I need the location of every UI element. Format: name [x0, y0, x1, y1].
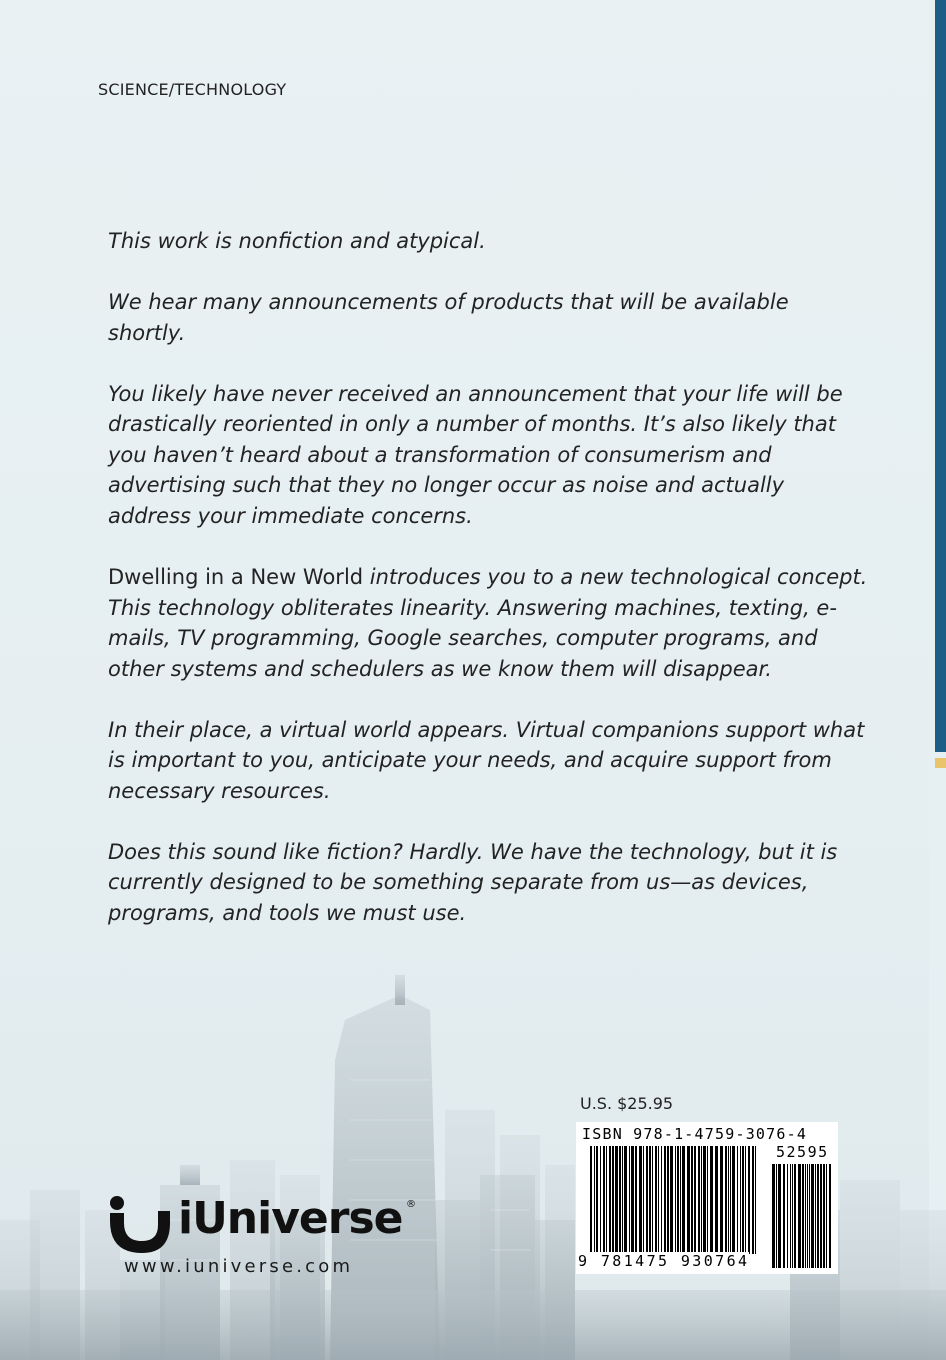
blurb: [108, 226, 868, 959]
blurb-paragraph-4: [108, 562, 868, 684]
publisher-logo-text: iUniverse: [178, 1193, 403, 1244]
book-title-mention: Dwelling in a New World: [108, 564, 364, 589]
ean-digits: 9 781475 930764: [578, 1252, 750, 1270]
blurb-paragraph-2: We hear many announcements of products that will be available shortly.: [108, 289, 789, 345]
spine-gold-mark: [935, 758, 946, 768]
price-label: U.S. $25.95: [580, 1094, 674, 1113]
isbn-barcode: [576, 1122, 838, 1274]
spine-accent-bar: [935, 0, 946, 752]
publisher-url: www.iuniverse.com: [124, 1256, 354, 1277]
iuniverse-logo-icon: [106, 1193, 176, 1257]
isbn-number: ISBN 978-1-4759-3076-4: [582, 1125, 808, 1143]
blurb-paragraph-3: You likely have never received an announcement that your life will be drastically reoriented in only a number of months. It’s also likely that you haven’t heard about a transformation of consumerism and advertising such that they no longer occur as noise and actually address your immediate concerns.: [108, 381, 843, 528]
isbn-addon-digits: 52595: [776, 1143, 829, 1161]
blurb-paragraph-5: In their place, a virtual world appears. Virtual companions support what is important to you, anticipate your needs, and acquire support from necessary resources.: [108, 717, 865, 803]
blurb-paragraph-1: This work is nonfiction and atypical.: [108, 229, 486, 253]
blurb-paragraph-4-rest: introduces you to a new technological concept. This technology obliterates linearity. Answering machines, texting, e-mails, TV programming, Google searches, computer programs, and other systems and schedulers as we know them will disappear.: [108, 564, 868, 681]
blurb-paragraph-6: Does this sound like fiction? Hardly. We have the technology, but it is currently designed to be something separate from us—as devices, programs, and tools we must use.: [108, 839, 838, 926]
registered-mark: ®: [406, 1199, 416, 1210]
category-label: SCIENCE/TECHNOLOGY: [98, 80, 287, 99]
